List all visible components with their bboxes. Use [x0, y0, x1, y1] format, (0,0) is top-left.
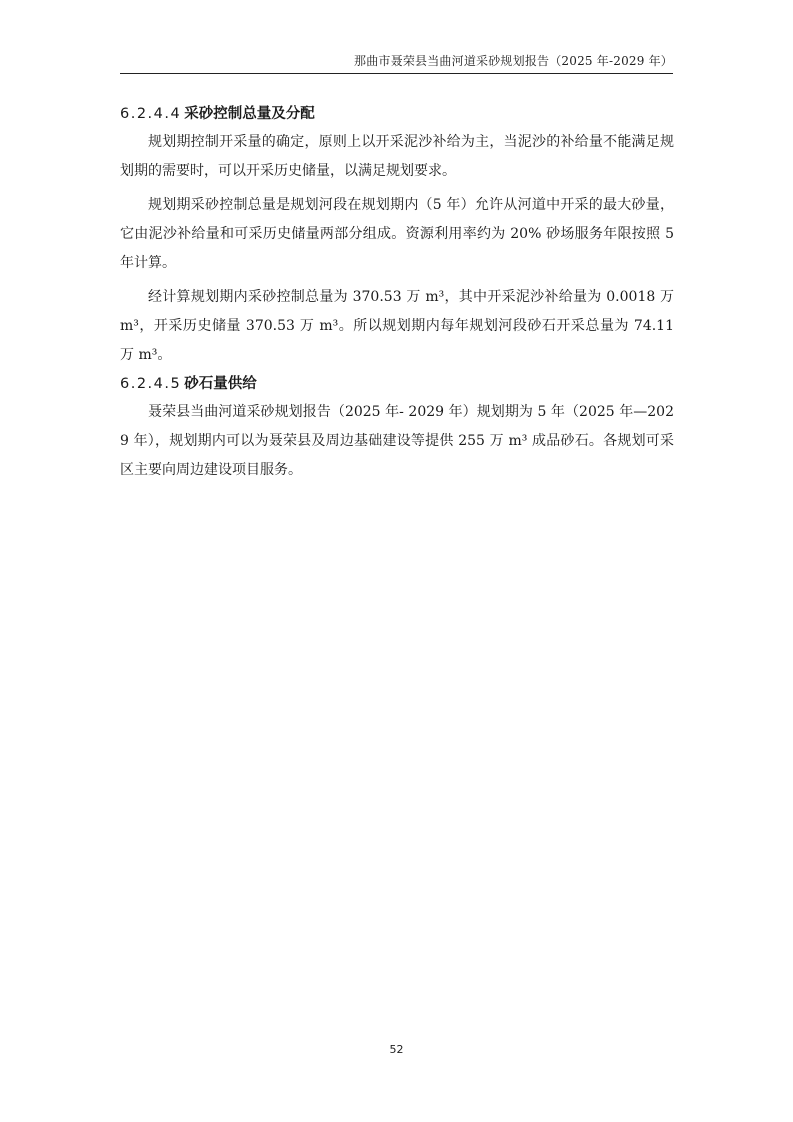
- section-number: 6.2.4.4: [120, 106, 182, 122]
- section-heading-6-2-4-4: [120, 100, 674, 128]
- paragraph: 规划期控制开采量的确定，原则上以开采泥沙补给为主，当泥沙的补给量不能满足规划期的需要时，可以开采历史储量，以满足规划要求。: [120, 134, 674, 179]
- header-divider: [120, 73, 673, 74]
- paragraph: 规划期采砂控制总量是规划河段在规划期内（5 年）允许从河道中开采的最大砂量，它由泥沙补给量和可采历史储量两部分组成。资源利用率约为 20% 砂场服务年限按照 5 年计算。: [120, 197, 674, 271]
- section-number: 6.2.4.5: [120, 376, 182, 392]
- section-title: 砂石量供给: [184, 376, 257, 392]
- page-header: 那曲市聂荣县当曲河道采砂规划报告（2025 年-2029 年）: [354, 54, 673, 68]
- paragraph: 聂荣县当曲河道采砂规划报告（2025 年- 2029 年）规划期为 5 年（2025 年—2029 年），规划期内可以为聂荣县及周边基础建设等提供 255 万 m³ 成品砂石。各规划可采区主要向周边建设项目服务。: [120, 404, 674, 478]
- document-body: [120, 100, 674, 485]
- section-heading-6-2-4-5: [120, 370, 674, 398]
- paragraph: 经计算规划期内采砂控制总量为 370.53 万 m³，其中开采泥沙补给量为 0.0018 万 m³，开采历史储量 370.53 万 m³。所以规划期内每年规划河段砂石开采总量为 74.11 万 m³。: [120, 289, 674, 363]
- page-number: 52: [389, 1043, 404, 1056]
- section-title: 采砂控制总量及分配: [184, 106, 315, 122]
